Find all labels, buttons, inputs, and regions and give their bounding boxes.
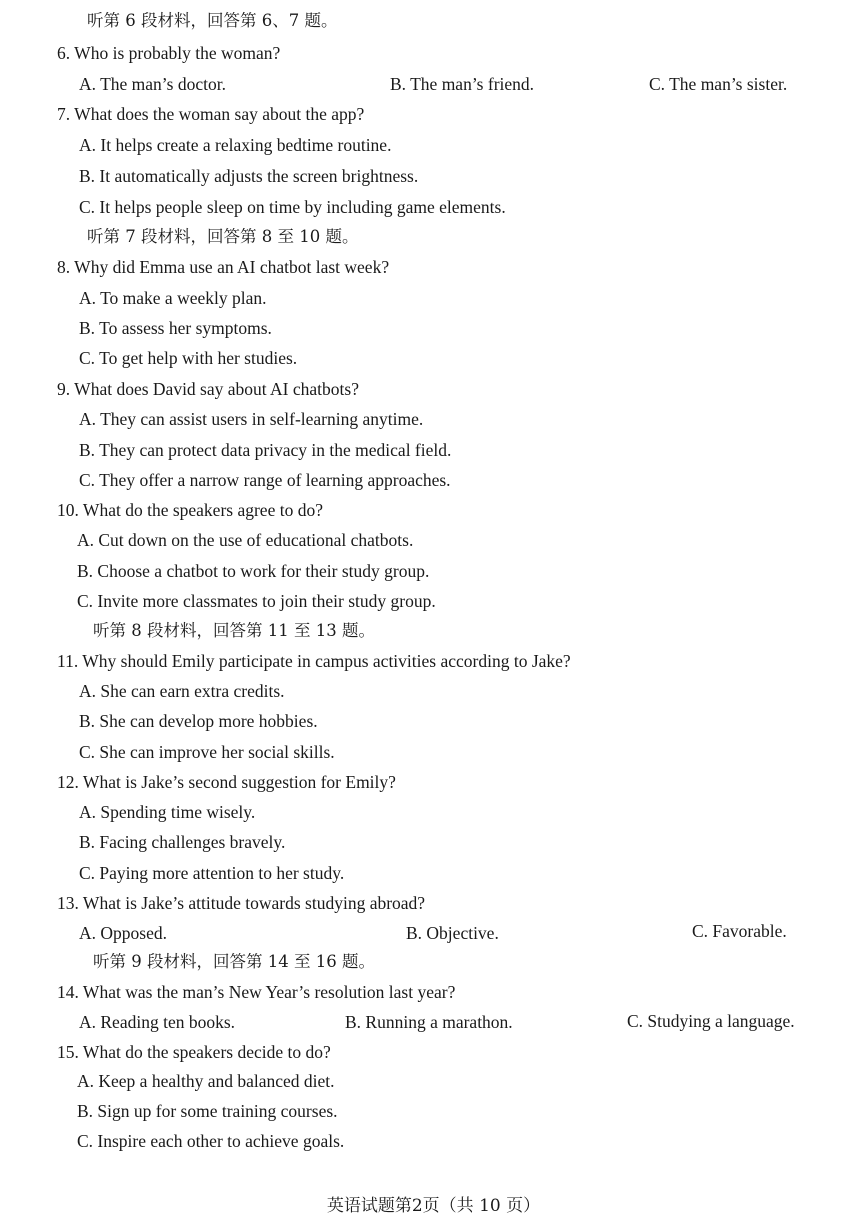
option-a: A. Cut down on the use of educational chatbots. (77, 530, 414, 550)
option-b: B. To assess her symptoms. (79, 318, 272, 338)
option-b: B. Facing challenges bravely. (79, 832, 286, 852)
question-stem: 12. What is Jake’s second suggestion for Emily? (57, 772, 396, 792)
option-a: A. Spending time wisely. (79, 802, 256, 822)
section-heading: 听第 9 段材料，回答第 14 至 16 题。 (93, 952, 375, 971)
option-c: C. The man’s sister. (649, 74, 788, 94)
question-stem: 8. Why did Emma use an AI chatbot last week? (57, 257, 390, 277)
option-a: A. To make a weekly plan. (79, 288, 267, 308)
question-stem: 14. What was the man’s New Year’s resolution last year? (57, 982, 456, 1002)
option-b: B. Choose a chatbot to work for their study group. (77, 561, 430, 581)
option-c: C. Favorable. (692, 921, 787, 941)
question-stem: 9. What does David say about AI chatbots? (57, 379, 359, 399)
option-c: C. She can improve her social skills. (79, 742, 335, 762)
question-stem: 15. What do the speakers decide to do? (57, 1042, 331, 1062)
option-a: A. She can earn extra credits. (79, 681, 285, 701)
option-b: B. They can protect data privacy in the medical field. (79, 440, 452, 460)
option-c: C. Paying more attention to her study. (79, 863, 345, 883)
page-footer: 英语试题第2页（共 10 页） (326, 1196, 541, 1216)
option-c: C. Invite more classmates to join their study group. (77, 591, 436, 611)
question-stem: 11. Why should Emily participate in campus activities according to Jake? (57, 651, 571, 671)
question-stem: 10. What do the speakers agree to do? (57, 500, 323, 520)
option-b: B. Sign up for some training courses. (77, 1101, 338, 1121)
section-heading: 听第 6 段材料，回答第 6、7 题。 (87, 11, 338, 30)
question-stem: 7. What does the woman say about the app? (57, 104, 365, 124)
option-b: B. Running a marathon. (345, 1012, 513, 1032)
option-c: C. Studying a language. (627, 1011, 795, 1031)
option-a: A. They can assist users in self-learning anytime. (79, 409, 424, 429)
option-a: A. Reading ten books. (79, 1012, 236, 1032)
question-stem: 6. Who is probably the woman? (57, 43, 281, 63)
option-b: B. Objective. (406, 923, 499, 943)
option-b: B. It automatically adjusts the screen brightness. (79, 166, 419, 186)
option-a: A. Keep a healthy and balanced diet. (77, 1071, 335, 1091)
option-a: A. It helps create a relaxing bedtime routine. (79, 135, 392, 155)
option-a: A. The man’s doctor. (79, 74, 226, 94)
option-c: C. To get help with her studies. (79, 348, 298, 368)
section-heading: 听第 7 段材料，回答第 8 至 10 题。 (87, 227, 359, 246)
question-stem: 13. What is Jake’s attitude towards studying abroad? (57, 893, 426, 913)
option-c: C. Inspire each other to achieve goals. (77, 1131, 345, 1151)
option-a: A. Opposed. (79, 923, 167, 943)
option-c: C. They offer a narrow range of learning approaches. (79, 470, 451, 490)
option-c: C. It helps people sleep on time by including game elements. (79, 197, 506, 217)
section-heading: 听第 8 段材料，回答第 11 至 13 题。 (93, 621, 375, 640)
option-b: B. The man’s friend. (390, 74, 535, 94)
option-b: B. She can develop more hobbies. (79, 711, 318, 731)
